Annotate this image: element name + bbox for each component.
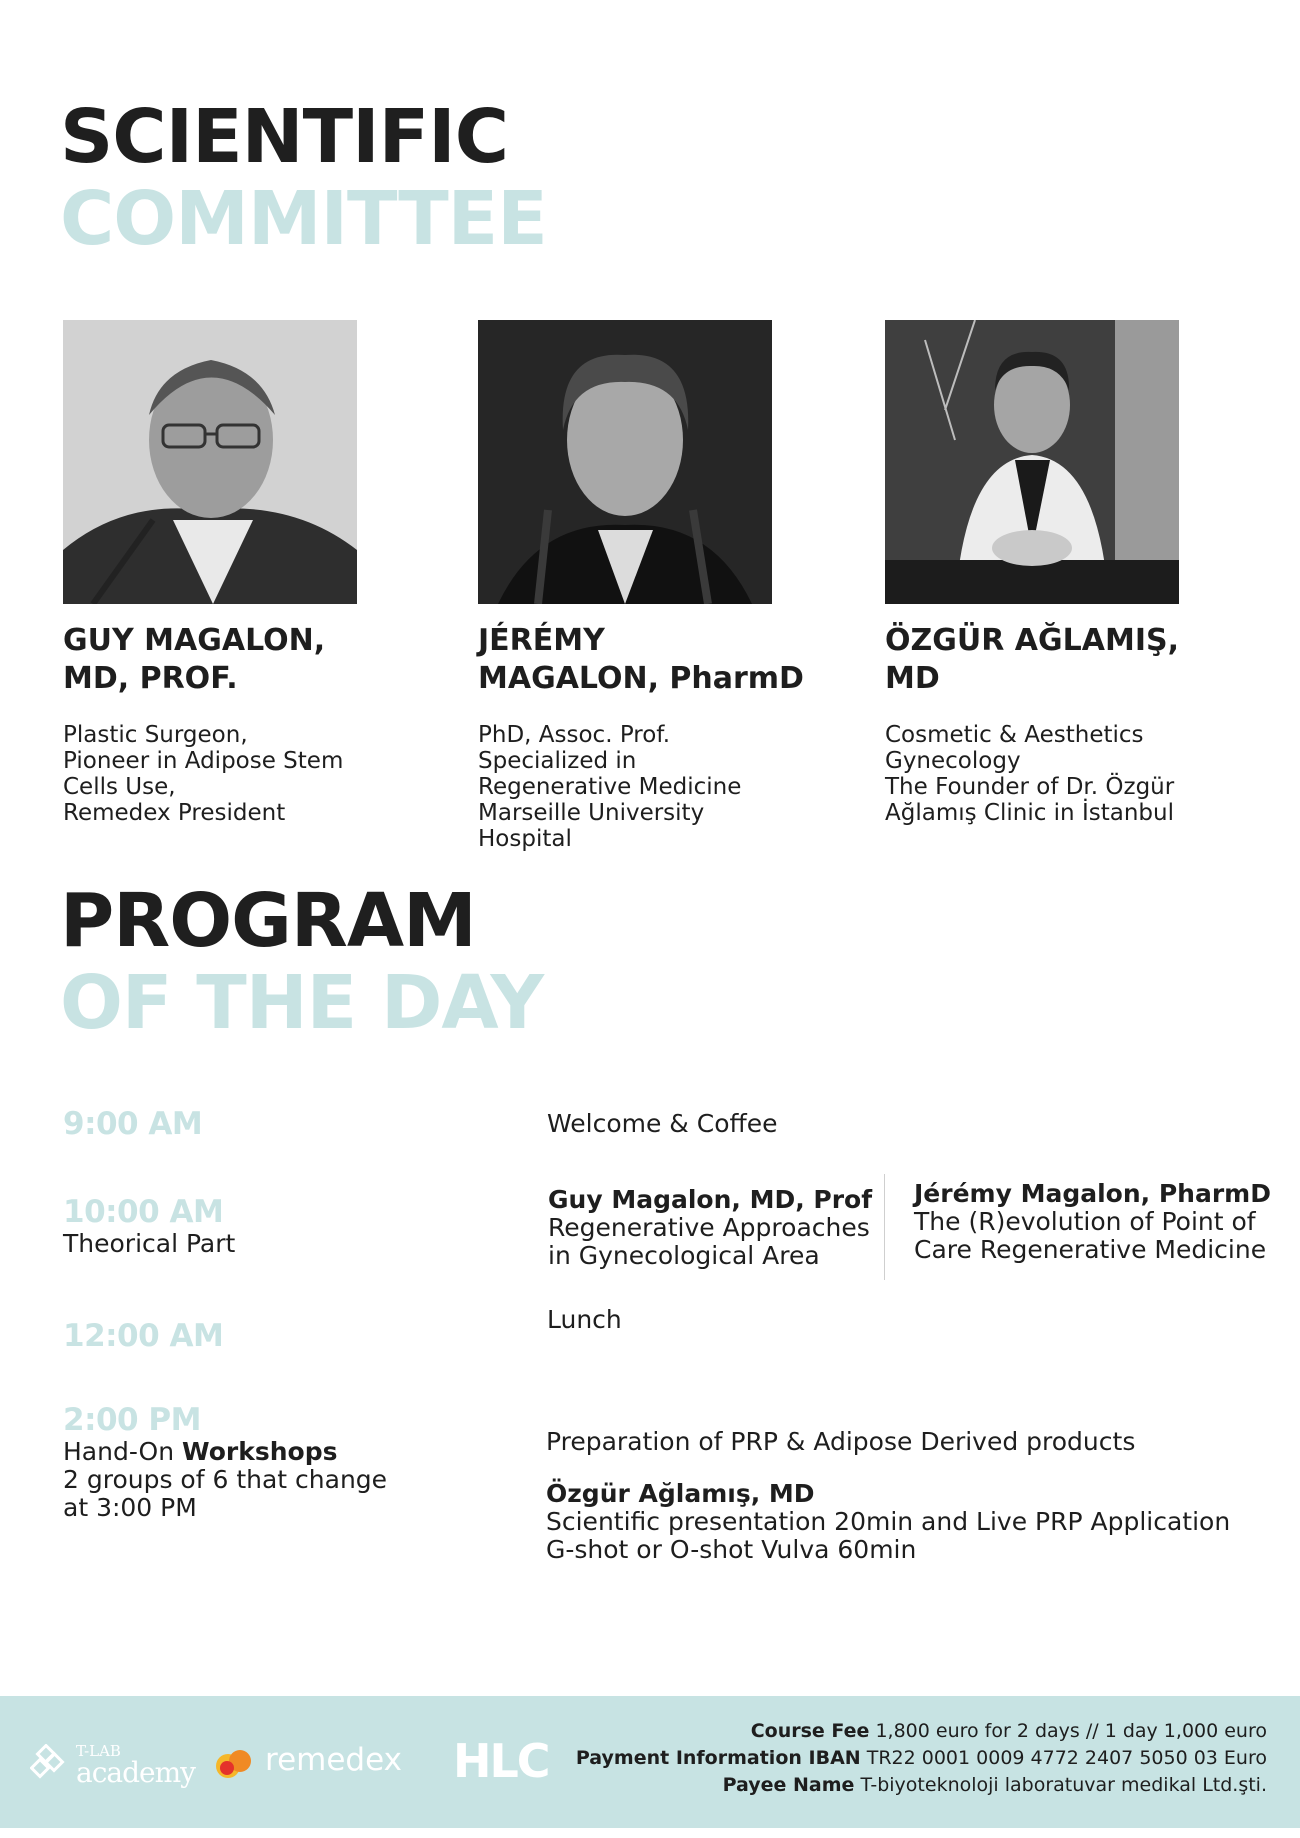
program-title-line1: PROGRAM xyxy=(60,878,476,964)
course-fee-label: Course Fee xyxy=(750,1720,870,1742)
slot4-label-bold: Workshops xyxy=(182,1437,338,1466)
slot4-label xyxy=(63,1438,387,1522)
course-fee-row xyxy=(751,1720,1267,1742)
slot4-speaker: Özgür Ağlamış, MD xyxy=(546,1479,815,1508)
member-name-line1: JÉRÉMY xyxy=(478,623,605,658)
remedex-logo-icon xyxy=(213,1746,257,1780)
slot4-talk xyxy=(546,1480,1230,1564)
photo-jeremy-magalon xyxy=(478,320,772,604)
time-slot-2: 10:00 AM xyxy=(63,1194,224,1230)
program-heading xyxy=(60,880,543,1044)
slot2-right-line1: The (R)evolution of Point of xyxy=(914,1207,1256,1236)
iban-label: Payment Information IBAN xyxy=(575,1747,861,1769)
program-title-line2: OF THE DAY xyxy=(60,960,544,1046)
slot3-text: Lunch xyxy=(547,1305,622,1334)
member-name-line1: ÖZGÜR AĞLAMIŞ, xyxy=(885,623,1179,658)
member-desc-guy-magalon: Plastic Surgeon, Pioneer in Adipose Stem Cells Use, Remedex President xyxy=(63,722,344,826)
committee-title-line1: SCIENTIFIC xyxy=(60,94,509,180)
tlab-logo-academy: academy xyxy=(76,1756,195,1789)
slot2-right-speaker: Jérémy Magalon, PharmD xyxy=(914,1179,1271,1208)
tlab-diamond-icon xyxy=(30,1744,68,1782)
hlc-logo: HLC xyxy=(453,1734,549,1788)
slot4-text: Preparation of PRP & Adipose Derived products xyxy=(546,1427,1136,1456)
slot2-left-line1: Regenerative Approaches xyxy=(548,1213,870,1242)
iban-row xyxy=(576,1747,1267,1769)
member-desc-jeremy-magalon: PhD, Assoc. Prof. Specialized in Regenerative Medicine Marseille University Hospital xyxy=(478,722,742,852)
talk-divider xyxy=(884,1174,885,1280)
slot2-right-talk xyxy=(914,1180,1271,1264)
slot4-line2: G-shot or O-shot Vulva 60min xyxy=(546,1535,917,1564)
member-name-line2: MD, PROF. xyxy=(63,661,238,696)
time-slot-4: 2:00 PM xyxy=(63,1402,201,1438)
payee-value: T-biyoteknoloji laboratuvar medikal Ltd.şti. xyxy=(860,1774,1267,1796)
payee-row xyxy=(723,1774,1267,1796)
member-name-line2: MD xyxy=(885,661,940,696)
member-name-line2: MAGALON, PharmD xyxy=(478,661,804,696)
photo-ozgur-aglamis xyxy=(885,320,1179,604)
slot2-label: Theorical Part xyxy=(63,1229,236,1258)
slot4-label-line2: 2 groups of 6 that change xyxy=(63,1465,388,1494)
slot4-label-prefix: Hand-On xyxy=(63,1437,183,1466)
remedex-logo-text: remedex xyxy=(265,1742,402,1778)
tlab-logo-small: T-LAB xyxy=(76,1742,121,1760)
time-slot-3: 12:00 AM xyxy=(63,1318,224,1354)
payee-label: Payee Name xyxy=(722,1774,855,1796)
member-name-guy-magalon xyxy=(63,622,325,698)
committee-title-line2: COMMITTEE xyxy=(60,176,547,262)
slot4-label-line3: at 3:00 PM xyxy=(63,1493,197,1522)
member-desc-ozgur-aglamis: Cosmetic & Aesthetics Gynecology The Founder of Dr. Özgür Ağlamış Clinic in İstanbul xyxy=(885,722,1175,826)
slot4-line1: Scientific presentation 20min and Live PRP Application xyxy=(546,1507,1231,1536)
member-name-line1: GUY MAGALON, xyxy=(63,623,326,658)
course-fee-value: 1,800 euro for 2 days // 1 day 1,000 euro xyxy=(875,1720,1267,1742)
slot2-left-talk xyxy=(548,1186,872,1270)
slot4-label-line1 xyxy=(63,1438,387,1466)
iban-value: TR22 0001 0009 4772 2407 5050 03 Euro xyxy=(866,1747,1267,1769)
photo-guy-magalon xyxy=(63,320,357,604)
slot1-text: Welcome & Coffee xyxy=(547,1109,778,1138)
time-slot-1: 9:00 AM xyxy=(63,1106,203,1142)
slot2-left-line2: in Gynecological Area xyxy=(548,1241,820,1270)
member-name-jeremy-magalon xyxy=(478,622,804,698)
slot2-right-line2: Care Regenerative Medicine xyxy=(914,1235,1267,1264)
footer-band xyxy=(0,1696,1300,1828)
committee-heading xyxy=(60,96,547,260)
slot2-left-speaker: Guy Magalon, MD, Prof xyxy=(548,1185,873,1214)
member-name-ozgur-aglamis xyxy=(885,622,1179,698)
